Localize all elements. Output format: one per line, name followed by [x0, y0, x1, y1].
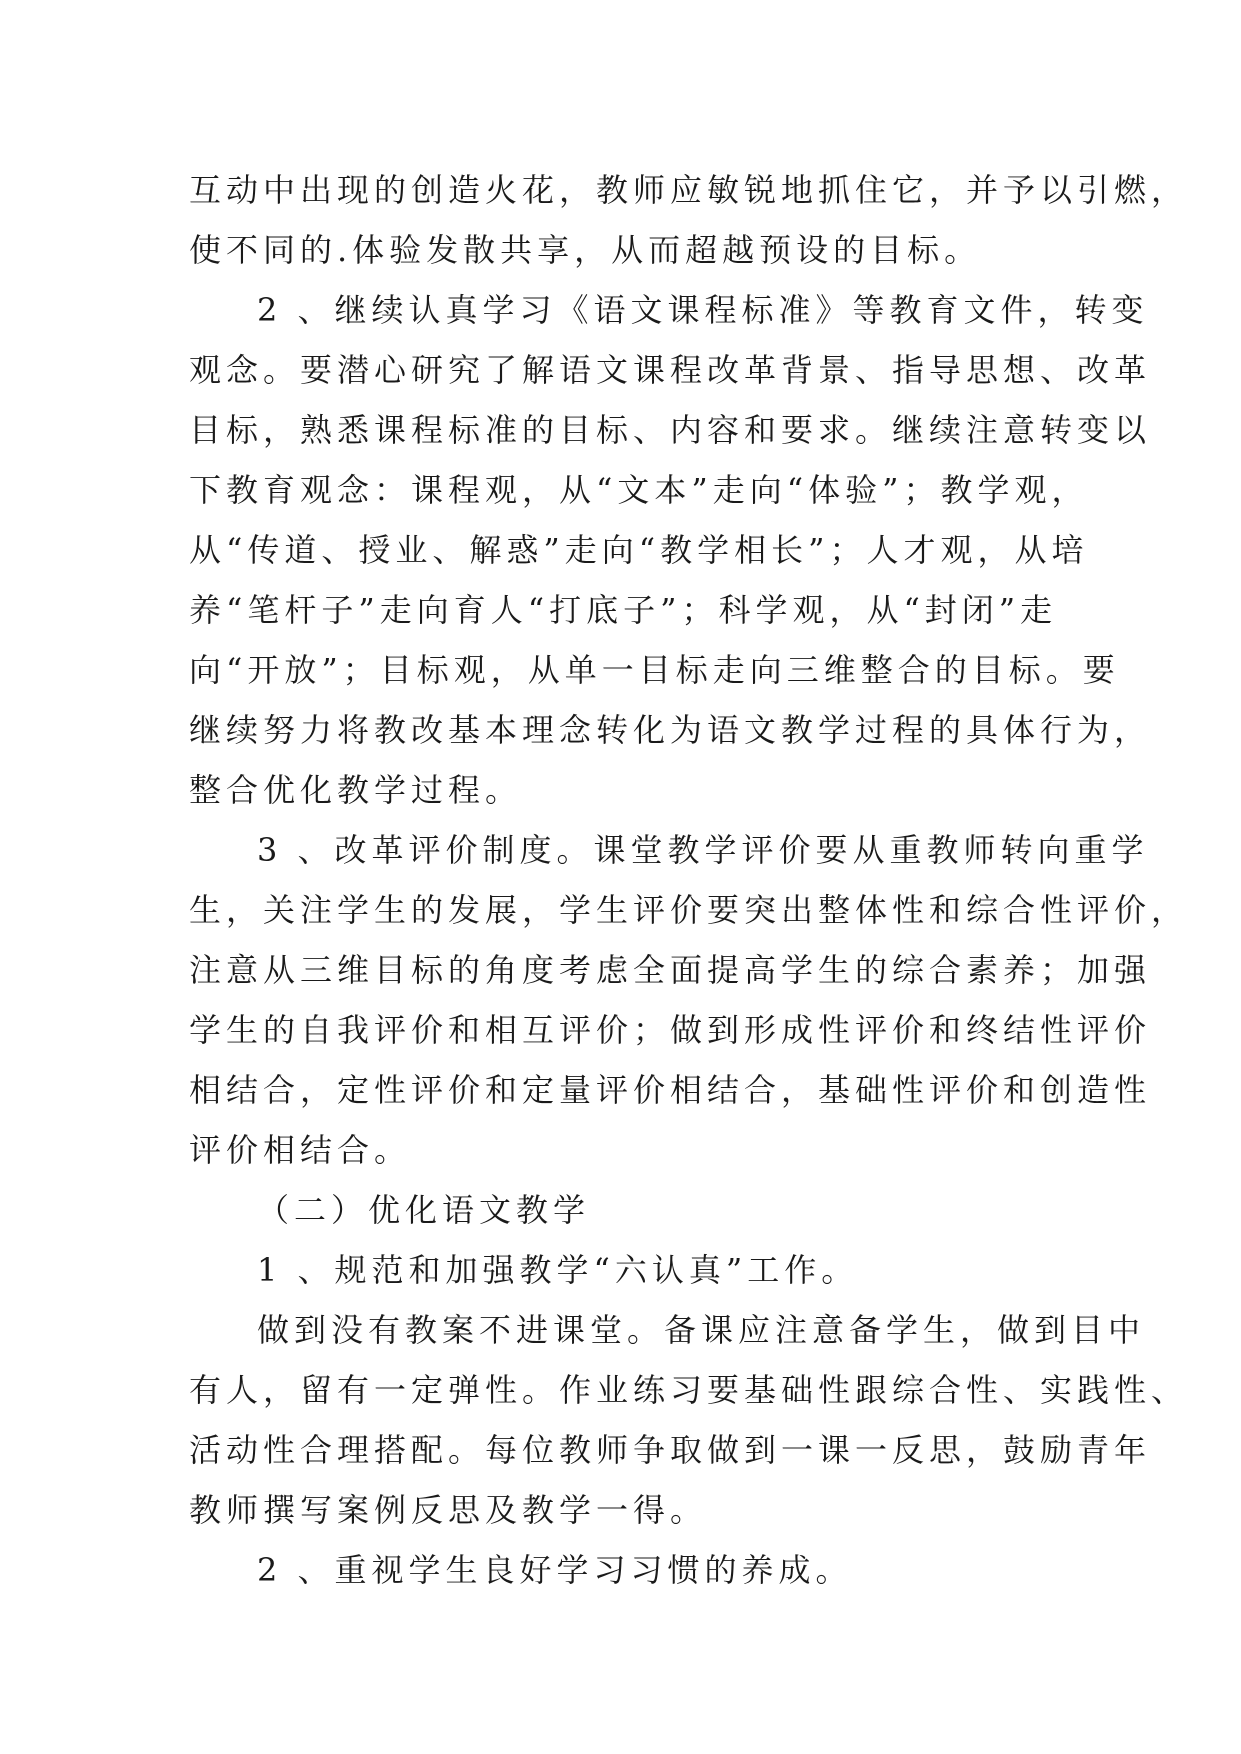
text-line: 教师撰写案例反思及教学一得。: [189, 1491, 708, 1529]
text-line: 2 、继续认真学习《语文课程标准》等教育文件，转变: [257, 291, 1149, 329]
text-line: 向“开放”；目标观，从单一目标走向三维整合的目标。要: [189, 651, 1120, 689]
paragraph-6: [189, 1540, 1089, 1600]
text-line: 从“传道、授业、解惑”走向“教学相长”；人才观，从培: [189, 531, 1089, 569]
text-line: 做到没有教案不进课堂。备课应注意备学生，做到目中: [257, 1311, 1146, 1349]
text-line: 1 、规范和加强教学“六认真”工作。: [257, 1251, 859, 1289]
text-line: 学生的自我评价和相互评价；做到形成性评价和终结性评价: [189, 1011, 1152, 1049]
paragraph-3: [189, 820, 1189, 1180]
paragraph-4: [189, 1240, 1089, 1300]
text-line: 有人，留有一定弹性。作业练习要基础性跟综合性、实践性、: [189, 1371, 1189, 1409]
text-line: 使不同的.体验发散共享，从而超越预设的目标。: [189, 231, 982, 269]
text-line: 2 、重视学生良好学习习惯的养成。: [257, 1551, 853, 1589]
paragraph-5: [189, 1300, 1189, 1540]
text-line: 下教育观念：课程观，从“文本”走向“体验”；教学观，: [189, 471, 1089, 509]
section-heading: [189, 1180, 1089, 1240]
text-line: 整合优化教学过程。: [189, 771, 523, 809]
text-line: 互动中出现的创造火花，教师应敏锐地抓住它，并予以引燃，: [189, 171, 1189, 209]
text-line: 养“笔杆子”走向育人“打底子”；科学观，从“封闭”走: [189, 591, 1058, 629]
paragraph-1: [189, 160, 1189, 280]
text-line: 目标，熟悉课程标准的目标、内容和要求。继续注意转变以: [189, 411, 1152, 449]
paragraph-2: [189, 280, 1152, 820]
text-line: 3 、改革评价制度。课堂教学评价要从重教师转向重学: [257, 831, 1149, 869]
text-line: 相结合，定性评价和定量评价相结合，基础性评价和创造性: [189, 1071, 1152, 1109]
heading-line: （二）优化语文教学: [257, 1191, 591, 1229]
text-line: 评价相结合。: [189, 1131, 412, 1169]
text-line: 注意从三维目标的角度考虑全面提高学生的综合素养；加强: [189, 951, 1152, 989]
text-line: 继续努力将教改基本理念转化为语文教学过程的具体行为，: [189, 711, 1152, 749]
text-line: 活动性合理搭配。每位教师争取做到一课一反思，鼓励青年: [189, 1431, 1152, 1469]
text-line: 生，关注学生的发展，学生评价要突出整体性和综合性评价，: [189, 891, 1189, 929]
text-line: 观念。要潜心研究了解语文课程改革背景、指导思想、改革: [189, 351, 1152, 389]
document-body: [189, 160, 1189, 1600]
